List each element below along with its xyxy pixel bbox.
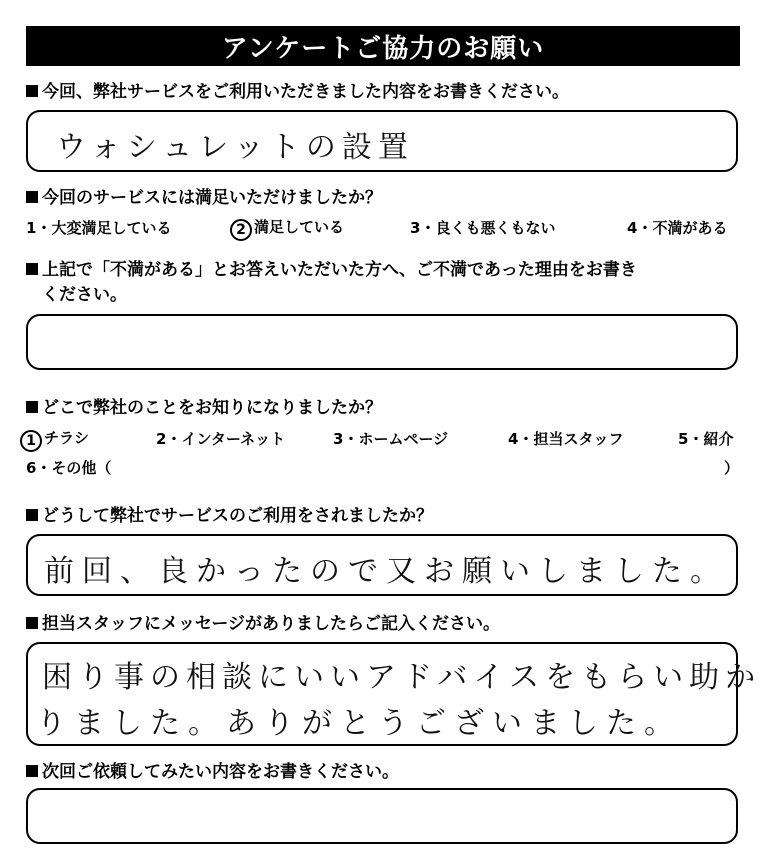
answer-6-handwriting-line1: 困り事の相談にいいアドバイスをもらい助か <box>42 660 762 695</box>
question-2-label: 今回のサービスには満足いただけましたか？ <box>42 188 382 208</box>
survey-title: アンケートご協力のお願い <box>26 26 740 66</box>
answer-box-3[interactable] <box>26 314 738 370</box>
answer-box-6[interactable] <box>26 642 762 746</box>
question-1 <box>26 80 569 104</box>
answer-box-7[interactable] <box>26 788 738 844</box>
square-bullet-icon <box>26 509 38 521</box>
q4-option-5[interactable]: 5・紹介 <box>678 430 734 448</box>
circled-choice-icon: 1 <box>20 430 42 452</box>
square-bullet-icon <box>26 85 38 97</box>
answer-1-handwriting: ウォシュレットの設置 <box>56 130 414 165</box>
question-7 <box>26 760 399 784</box>
question-1-label: 今回、弊社サービスをご利用いただきました内容をお書きください。 <box>42 82 569 102</box>
circled-choice-icon: 2 <box>230 219 252 241</box>
q4-option-2[interactable]: 2・インターネット <box>156 430 286 448</box>
question-7-label: 次回ご依頼してみたい内容をお書きください。 <box>42 762 399 782</box>
square-bullet-icon <box>26 263 38 275</box>
question-6 <box>26 612 500 636</box>
q2-option-3[interactable]: 3・良くも悪くもない <box>410 219 556 237</box>
q4-other-close-paren: ） <box>724 459 740 477</box>
q2-option-4[interactable]: 4・不満がある <box>627 219 728 237</box>
answer-box-5[interactable] <box>26 534 738 596</box>
q4-option-3[interactable]: 3・ホームページ <box>333 430 449 448</box>
q4-option-4[interactable]: 4・担当スタッフ <box>508 430 624 448</box>
square-bullet-icon <box>26 191 38 203</box>
q4-option-1-selected[interactable]: 1 チラシ <box>20 428 89 452</box>
question-5-label: どうして弊社でサービスのご利用をされましたか？ <box>42 506 433 526</box>
question-3 <box>26 258 637 282</box>
question-3-label-line2: ください。 <box>42 285 127 305</box>
question-4-label: どこで弊社のことをお知りになりましたか？ <box>42 398 382 418</box>
square-bullet-icon <box>26 765 38 777</box>
square-bullet-icon <box>26 617 38 629</box>
question-2 <box>26 186 382 210</box>
question-5 <box>26 504 433 528</box>
question-4 <box>26 396 382 420</box>
q2-option-1[interactable]: 1・大変満足している <box>26 219 172 237</box>
answer-6-handwriting-line2: りました。ありがとうございました。 <box>36 706 682 741</box>
q2-option-2-selected[interactable]: 2 満足している <box>230 217 344 241</box>
q4-option-6-other[interactable]: 6・その他（ <box>26 459 112 477</box>
question-6-label: 担当スタッフにメッセージがありましたらご記入ください。 <box>42 614 500 634</box>
answer-5-handwriting: 前回、良かったので又お願いしました。 <box>44 554 728 589</box>
question-3-label-line1: 上記で「不満がある」とお答えいただいた方へ、ご不満であった理由をお書き <box>42 260 637 280</box>
square-bullet-icon <box>26 401 38 413</box>
answer-box-1[interactable] <box>26 110 738 172</box>
